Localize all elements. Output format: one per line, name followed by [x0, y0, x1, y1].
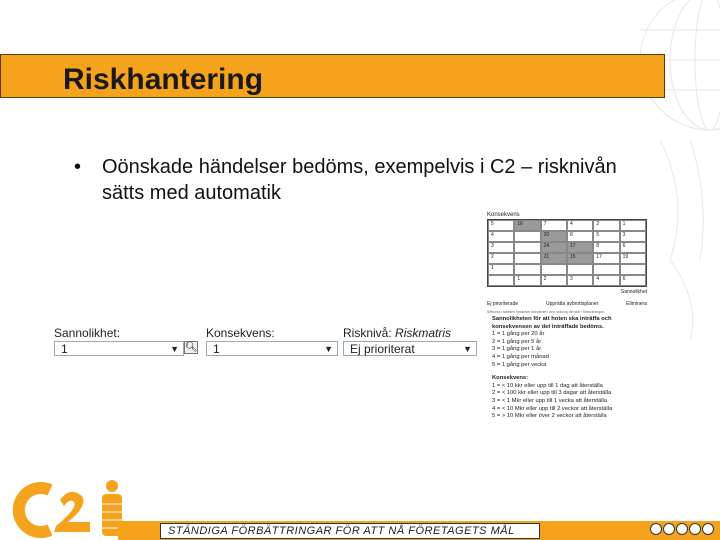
matrix-cell [514, 242, 540, 253]
matrix-note: Siffrorna i tabellen beskriver riskvärdet i den ordning det står i förteckningen. [487, 310, 606, 314]
consequence-label: Konsekvens: [206, 326, 275, 340]
matrix-cell: 2 [593, 220, 619, 231]
lookup-icon[interactable]: 🔍︎ [185, 342, 198, 353]
risk-level-value: Ej prioriterat [350, 342, 415, 356]
matrix-grid [487, 219, 647, 287]
company-logo [8, 478, 128, 538]
consequence-heading: Konsekvens: [492, 375, 529, 382]
matrix-title: Konsekvens [487, 212, 520, 218]
page-title: Riskhantering [63, 63, 264, 96]
matrix-cell [514, 253, 540, 264]
matrix-cell: 1 [514, 275, 540, 286]
risk-level-field [343, 326, 477, 356]
matrix-cell: 20 [541, 231, 567, 242]
circle-decoration [663, 523, 675, 535]
probability-item: 3 = 1 gång per 1 år [492, 346, 542, 353]
matrix-legend [487, 301, 647, 307]
probability-label: Sannolikhet: [54, 326, 121, 340]
probability-field [54, 326, 184, 356]
matrix-cell: 19 [620, 253, 646, 264]
circle-decoration [689, 523, 701, 535]
probability-item: 2 = 1 gång per 5 år [492, 338, 542, 345]
matrix-cell: 2 [541, 275, 567, 286]
risk-matrix-link[interactable]: Riskmatris [395, 326, 452, 340]
matrix-cell: 3 [567, 275, 593, 286]
matrix-cell [620, 264, 646, 275]
risk-level-label-row [343, 326, 477, 341]
consequence-item: 4 = < 10 Mkr eller upp till 2 veckor att återställa [492, 405, 613, 412]
matrix-cell: 17 [567, 242, 593, 253]
matrix-x-axis-label: Sannolikhet [620, 289, 647, 295]
matrix-cell: 7 [541, 220, 567, 231]
matrix-cell: 8 [567, 231, 593, 242]
matrix-cell: 4 [567, 220, 593, 231]
risk-matrix [487, 212, 647, 314]
matrix-cell: 8 [593, 242, 619, 253]
matrix-cell: 3 [488, 242, 514, 253]
matrix-cell [488, 275, 514, 286]
probability-item: 5 = 1 gång per vecka [492, 361, 547, 368]
consequence-item: 5 = > 10 Mkr eller över 2 veckor att återställa [492, 413, 607, 420]
risk-level-label: Risknivå: [343, 326, 392, 340]
matrix-cell: 17 [593, 253, 619, 264]
matrix-cell: 16 [514, 220, 540, 231]
consequence-field [206, 326, 338, 356]
matrix-cell: 4 [488, 231, 514, 242]
footer-slogan: STÄNDIGA FÖRBÄTTRINGAR FÖR ATT NÅ FÖRETAGETS MÅL [168, 525, 515, 537]
title-bar [0, 54, 665, 98]
circle-decoration [650, 523, 662, 535]
matrix-cell: 21 [541, 253, 567, 264]
matrix-cell: 5 [488, 220, 514, 231]
circle-decoration [676, 523, 688, 535]
dropdown-arrow-icon: ▼ [463, 344, 472, 354]
probability-select[interactable] [54, 341, 184, 356]
matrix-cell: 5 [593, 231, 619, 242]
matrix-cell: 1 [488, 264, 514, 275]
consequence-item: 3 = < 1 Mkr eller upp till 1 vecka att återställa [492, 397, 608, 404]
footer-circles [650, 523, 720, 539]
legend-item: Eliminera [626, 301, 647, 307]
consequence-item: 2 = < 100 kkr eller upp till 3 dagar att återställa [492, 390, 612, 397]
matrix-cell: 2 [488, 253, 514, 264]
probability-item: 4 = 1 gång per månad [492, 353, 549, 360]
matrix-cell [541, 264, 567, 275]
matrix-cell [514, 264, 540, 275]
matrix-cell: 3 [620, 231, 646, 242]
bullet-text: Oönskade händelser bedöms, exempelvis i C2 – risknivån sätts med automatik [102, 156, 617, 204]
matrix-cell: 6 [620, 275, 646, 286]
matrix-cell: 1 [620, 220, 646, 231]
matrix-cell: 4 [593, 275, 619, 286]
matrix-cell [593, 264, 619, 275]
legend-item: Upprätta avbrottsplaner [546, 301, 599, 307]
legend-item: Ej prioriterade [487, 301, 519, 307]
matrix-cell: 24 [541, 242, 567, 253]
matrix-cell [514, 231, 540, 242]
circle-decoration [702, 523, 714, 535]
scale-description [492, 316, 642, 421]
probability-value: 1 [61, 342, 68, 356]
consequence-select[interactable] [206, 341, 338, 356]
risk-level-select[interactable] [343, 341, 477, 356]
matrix-cell: 15 [567, 253, 593, 264]
dropdown-arrow-icon: ▼ [324, 344, 333, 354]
bullet-marker: • [74, 156, 82, 178]
probability-heading: Sannolikheten för att hoten ska inträffa och konsekvensen av det inträffade bedöms. [492, 316, 612, 330]
matrix-cell [567, 264, 593, 275]
dropdown-arrow-icon: ▼ [170, 344, 179, 354]
consequence-value: 1 [213, 342, 220, 356]
matrix-cell: 6 [620, 242, 646, 253]
consequence-item: 1 = < 10 kkr eller upp till 1 dag att återställa [492, 382, 603, 389]
probability-item: 1 = 1 gång per 20 år [492, 331, 545, 338]
